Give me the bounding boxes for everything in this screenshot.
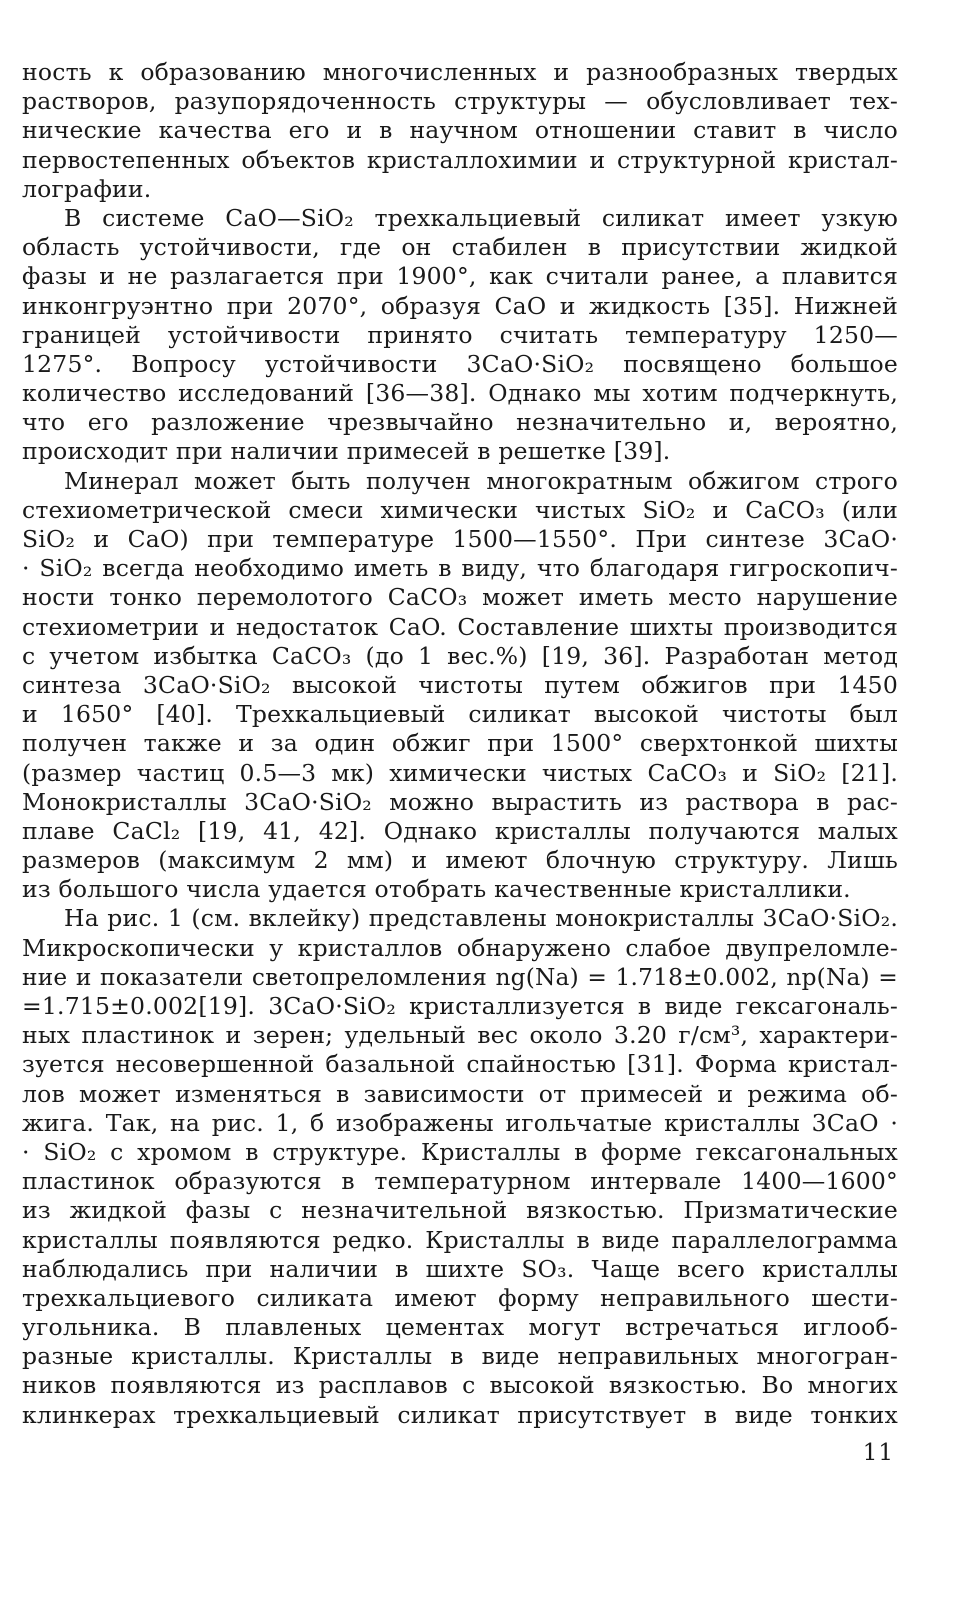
text-line: пластинок образуются в температурном интервале 1400—1600°: [22, 1167, 898, 1196]
text-line: · SiO₂ с хромом в структуре. Кристаллы в форме гексагональных: [22, 1137, 898, 1166]
text-line: первостепенных объектов кристаллохимии и структурной кристал-: [22, 145, 898, 174]
page-number: 11: [862, 1440, 894, 1466]
text-line: синтеза 3CaO·SiO₂ высокой чистоты путем обжигов при 1450: [22, 670, 898, 699]
text-line: и 1650° [40]. Трехкальциевый силикат высокой чистоты был: [22, 700, 898, 729]
text-line: Минерал может быть получен многократным обжигом строго: [64, 466, 898, 495]
text-line: Монокристаллы 3CaO·SiO₂ можно вырастить из раствора в рас-: [22, 787, 898, 816]
text-line: 1275°. Вопросу устойчивости 3CaO·SiO₂ посвящено большое: [22, 349, 898, 378]
text-line: (размер частиц 0.5—3 мк) химически чистых CaCO₃ и SiO₂ [21].: [22, 758, 898, 787]
text-line: ных пластинок и зерен; удельный вес около 3.20 г/см³, характери-: [22, 1021, 898, 1050]
text-line: стехиометрии и недостаток CaO. Составление шихты производится: [22, 612, 898, 641]
text-line: клинкерах трехкальциевый силикат присутствует в виде тонких: [22, 1400, 898, 1429]
text-line: с учетом избытка CaCO₃ (до 1 вес.%) [19, 36]. Разработан метод: [22, 641, 898, 670]
text-line: В системе CaO—SiO₂ трехкальциевый силикат имеет узкую: [64, 203, 898, 232]
text-line: На рис. 1 (см. вклейку) представлены монокристаллы 3CaO·SiO₂.: [64, 904, 898, 933]
text-line: угольника. В плавленых цементах могут встречаться иглооб-: [22, 1313, 898, 1342]
text-line: =1.715±0.002[19]. 3CaO·SiO₂ кристаллизуется в виде гексагональ-: [22, 992, 898, 1020]
text-line: происходит при наличии примесей в решетке [39].: [22, 437, 671, 466]
text-line: ности тонко перемолотого CaCO₃ может иметь место нарушение: [22, 583, 898, 612]
text-line: жига. Так, на рис. 1, б изображены игольчатые кристаллы 3CaO ·: [22, 1108, 898, 1137]
text-line: размеров (максимум 2 мм) и имеют блочную структуру. Лишь: [22, 846, 898, 875]
text-line: лов может изменяться в зависимости от примесей и режима об-: [22, 1079, 898, 1108]
text-line: разные кристаллы. Кристаллы в виде неправильных многогран-: [22, 1342, 898, 1371]
text-line: ников появляются из расплавов с высокой вязкостью. Во многих: [22, 1371, 898, 1400]
text-line: кристаллы появляются редко. Кристаллы в виде параллелограмма: [22, 1225, 898, 1254]
text-line: SiO₂ и CaO) при температуре 1500—1550°. При синтезе 3CaO·: [22, 525, 898, 553]
text-line: · SiO₂ всегда необходимо иметь в виду, что благодаря гигроскопич-: [22, 554, 898, 583]
text-line: ние и показатели светопреломления ng(Na) = 1.718±0.002, np(Na) =: [22, 963, 898, 991]
text-line: лографии.: [22, 174, 152, 203]
text-line: зуется несовершенной базальной спайностью [31]. Форма кристал-: [22, 1050, 898, 1079]
text-line: область устойчивости, где он стабилен в присутствии жидкой: [22, 233, 898, 262]
page-body: [22, 58, 898, 1430]
text-line: количество исследований [36—38]. Однако мы хотим подчеркнуть,: [22, 379, 898, 408]
text-line: растворов, разупорядоченность структуры — обусловливает тех-: [22, 87, 898, 116]
text-line: плаве CaCl₂ [19, 41, 42]. Однако кристаллы получаются малых: [22, 816, 898, 845]
text-line: из жидкой фазы с незначительной вязкостью. Призматические: [22, 1196, 898, 1225]
text-line: получен также и за один обжиг при 1500° сверхтонкой шихты: [22, 729, 898, 758]
text-line: трехкальциевого силиката имеют форму неправильного шести-: [22, 1283, 898, 1312]
text-line: границей устойчивости принято считать температуру 1250—: [22, 320, 898, 349]
text-line: нические качества его и в научном отношении ставит в число: [22, 116, 898, 145]
text-line: из большого числа удается отобрать качественные кристаллики.: [22, 875, 851, 904]
text-line: Микроскопически у кристаллов обнаружено слабое двупреломле-: [22, 933, 898, 962]
text-line: ность к образованию многочисленных и разнообразных твердых: [22, 58, 898, 86]
text-line: наблюдались при наличии в шихте SO₃. Чаще всего кристаллы: [22, 1254, 898, 1283]
text-line: стехиометрической смеси химически чистых SiO₂ и CaCO₃ (или: [22, 495, 898, 524]
text-line: фазы и не разлагается при 1900°, как считали ранее, а плавится: [22, 262, 898, 291]
text-line: инконгруэнтно при 2070°, образуя CaO и жидкость [35]. Нижней: [22, 291, 898, 320]
text-line: что его разложение чрезвычайно незначительно и, вероятно,: [22, 408, 898, 437]
